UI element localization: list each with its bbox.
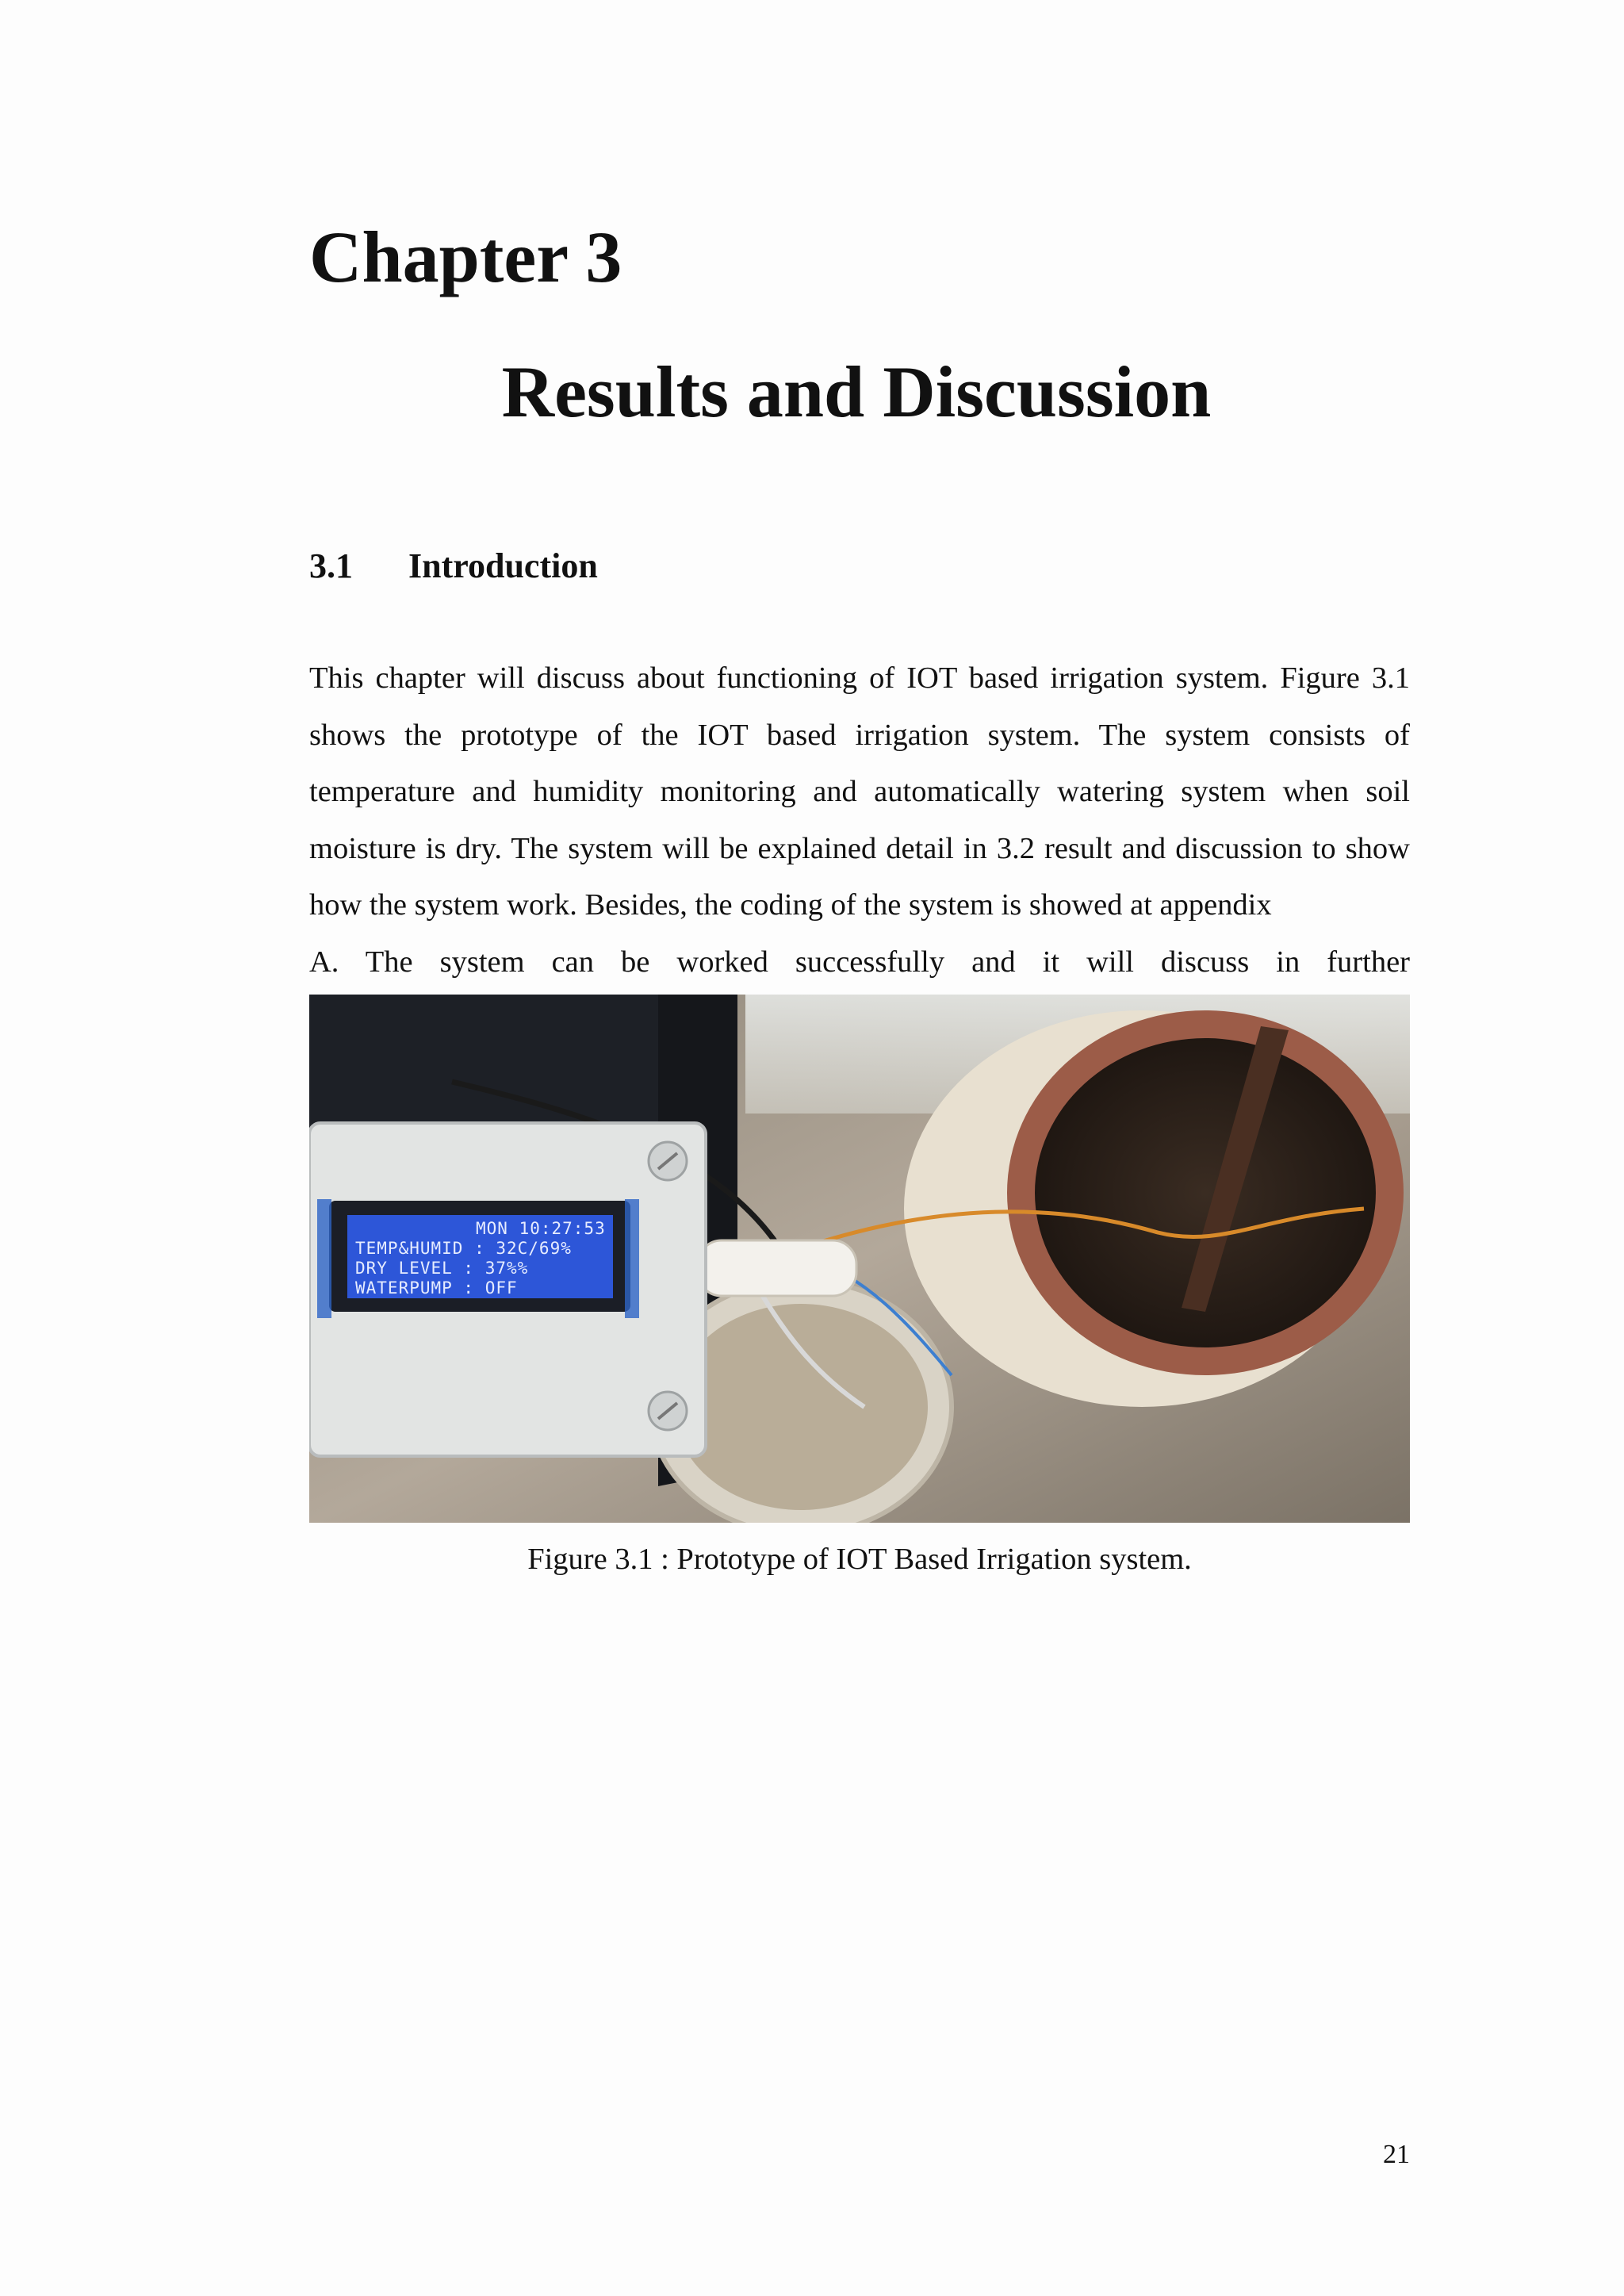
- section-heading: [309, 546, 598, 585]
- prototype-photo: [309, 995, 1410, 1523]
- page-number: 21: [1383, 2140, 1410, 2169]
- lcd-line-4: WATERPUMP : OFF: [355, 1278, 518, 1297]
- section-title: Introduction: [408, 546, 598, 585]
- paragraph-last-line: A. The system can be worked successfully and it will discuss in further: [309, 945, 1410, 979]
- chapter-title: Results and Discussion: [501, 351, 1212, 432]
- paragraph-text: This chapter will discuss about functioning of IOT based irrigation system. Figure 3.1 shows the prototype of the IOT based irrigation system. The system consists of temperature and humidity monitoring and automatically watering system when soil moisture is dry. The system will be explained detail in 3.2 result and discussion to show how the system work. Besides, the coding of the system is showed at appendix: [309, 661, 1410, 922]
- intro-paragraph: [309, 650, 1410, 991]
- section-number: 3.1: [309, 546, 353, 585]
- prototype-photo-illustration: [309, 995, 1410, 1523]
- lcd-line-1: MON 10:27:53: [476, 1219, 606, 1238]
- figure-caption: Figure 3.1 : Prototype of IOT Based Irrigation system.: [527, 1543, 1192, 1576]
- chapter-label: Chapter 3: [309, 217, 622, 297]
- lcd-line-2: TEMP&HUMID : 32C/69%: [355, 1239, 572, 1258]
- lcd-line-3: DRY LEVEL : 37%%: [355, 1259, 529, 1278]
